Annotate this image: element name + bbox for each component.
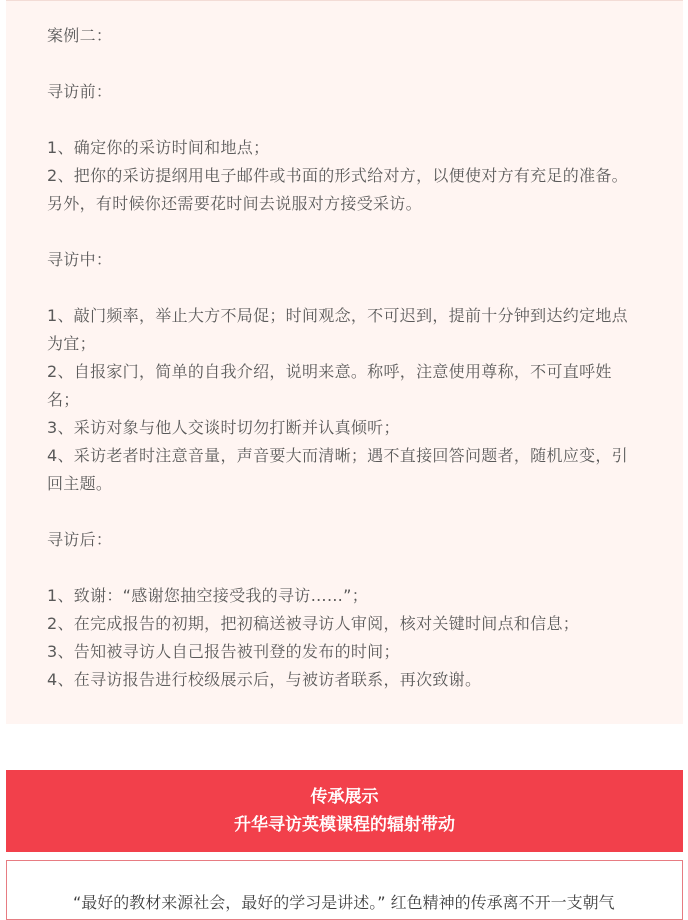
banner-title: 传承展示 — [310, 787, 379, 807]
before-item-2-cont: 另外，有时候你还需要花时间去说服对方接受采访。 — [47, 194, 422, 213]
during-item-4: 4、采访老者时注意音量，声音要大而清晰；遇不直接回答问题者，随机应变，引 — [47, 446, 628, 465]
before-heading: 寻访前： — [47, 82, 113, 101]
after-item-3: 3、告知被寻访人自己报告被刊登的发布的时间； — [47, 642, 400, 661]
before-item-2: 2、把你的采访提纲用电子邮件或书面的形式给对方，以便使对方有充足的准备。 — [47, 166, 628, 185]
during-item-1: 1、敲门频率，举止大方不局促；时间观念，不可迟到，提前十分钟到达约定地点 — [47, 306, 628, 325]
during-item-1-cont: 为宜； — [47, 334, 96, 353]
case-panel — [6, 0, 683, 724]
intro-box — [6, 860, 683, 920]
section-banner — [6, 770, 683, 852]
after-item-2: 2、在完成报告的初期，把初稿送被寻访人审阅，核对关键时间点和信息； — [47, 614, 580, 633]
after-item-1: 1、致谢：“感谢您抽空接受我的寻访……”； — [47, 586, 369, 605]
intro-text: “最好的教材来源社会，最好的学习是讲述。” 红色精神的传承离不开一支朝气 — [73, 893, 615, 912]
during-item-2-cont: 名； — [47, 390, 80, 409]
during-item-2: 2、自报家门，简单的自我介绍，说明来意。称呼，注意使用尊称，不可直呼姓 — [47, 362, 612, 381]
banner-subtitle: 升华寻访英模课程的辐射带动 — [234, 815, 455, 835]
before-item-1: 1、确定你的采访时间和地点； — [47, 138, 270, 157]
during-item-4-cont: 回主题。 — [47, 474, 113, 493]
case-heading: 案例二： — [47, 26, 113, 45]
during-heading: 寻访中： — [47, 250, 113, 269]
after-heading: 寻访后： — [47, 530, 113, 549]
after-item-4: 4、在寻访报告进行校级展示后，与被访者联系，再次致谢。 — [47, 670, 482, 689]
during-item-3: 3、采访对象与他人交谈时切勿打断并认真倾听； — [47, 418, 400, 437]
